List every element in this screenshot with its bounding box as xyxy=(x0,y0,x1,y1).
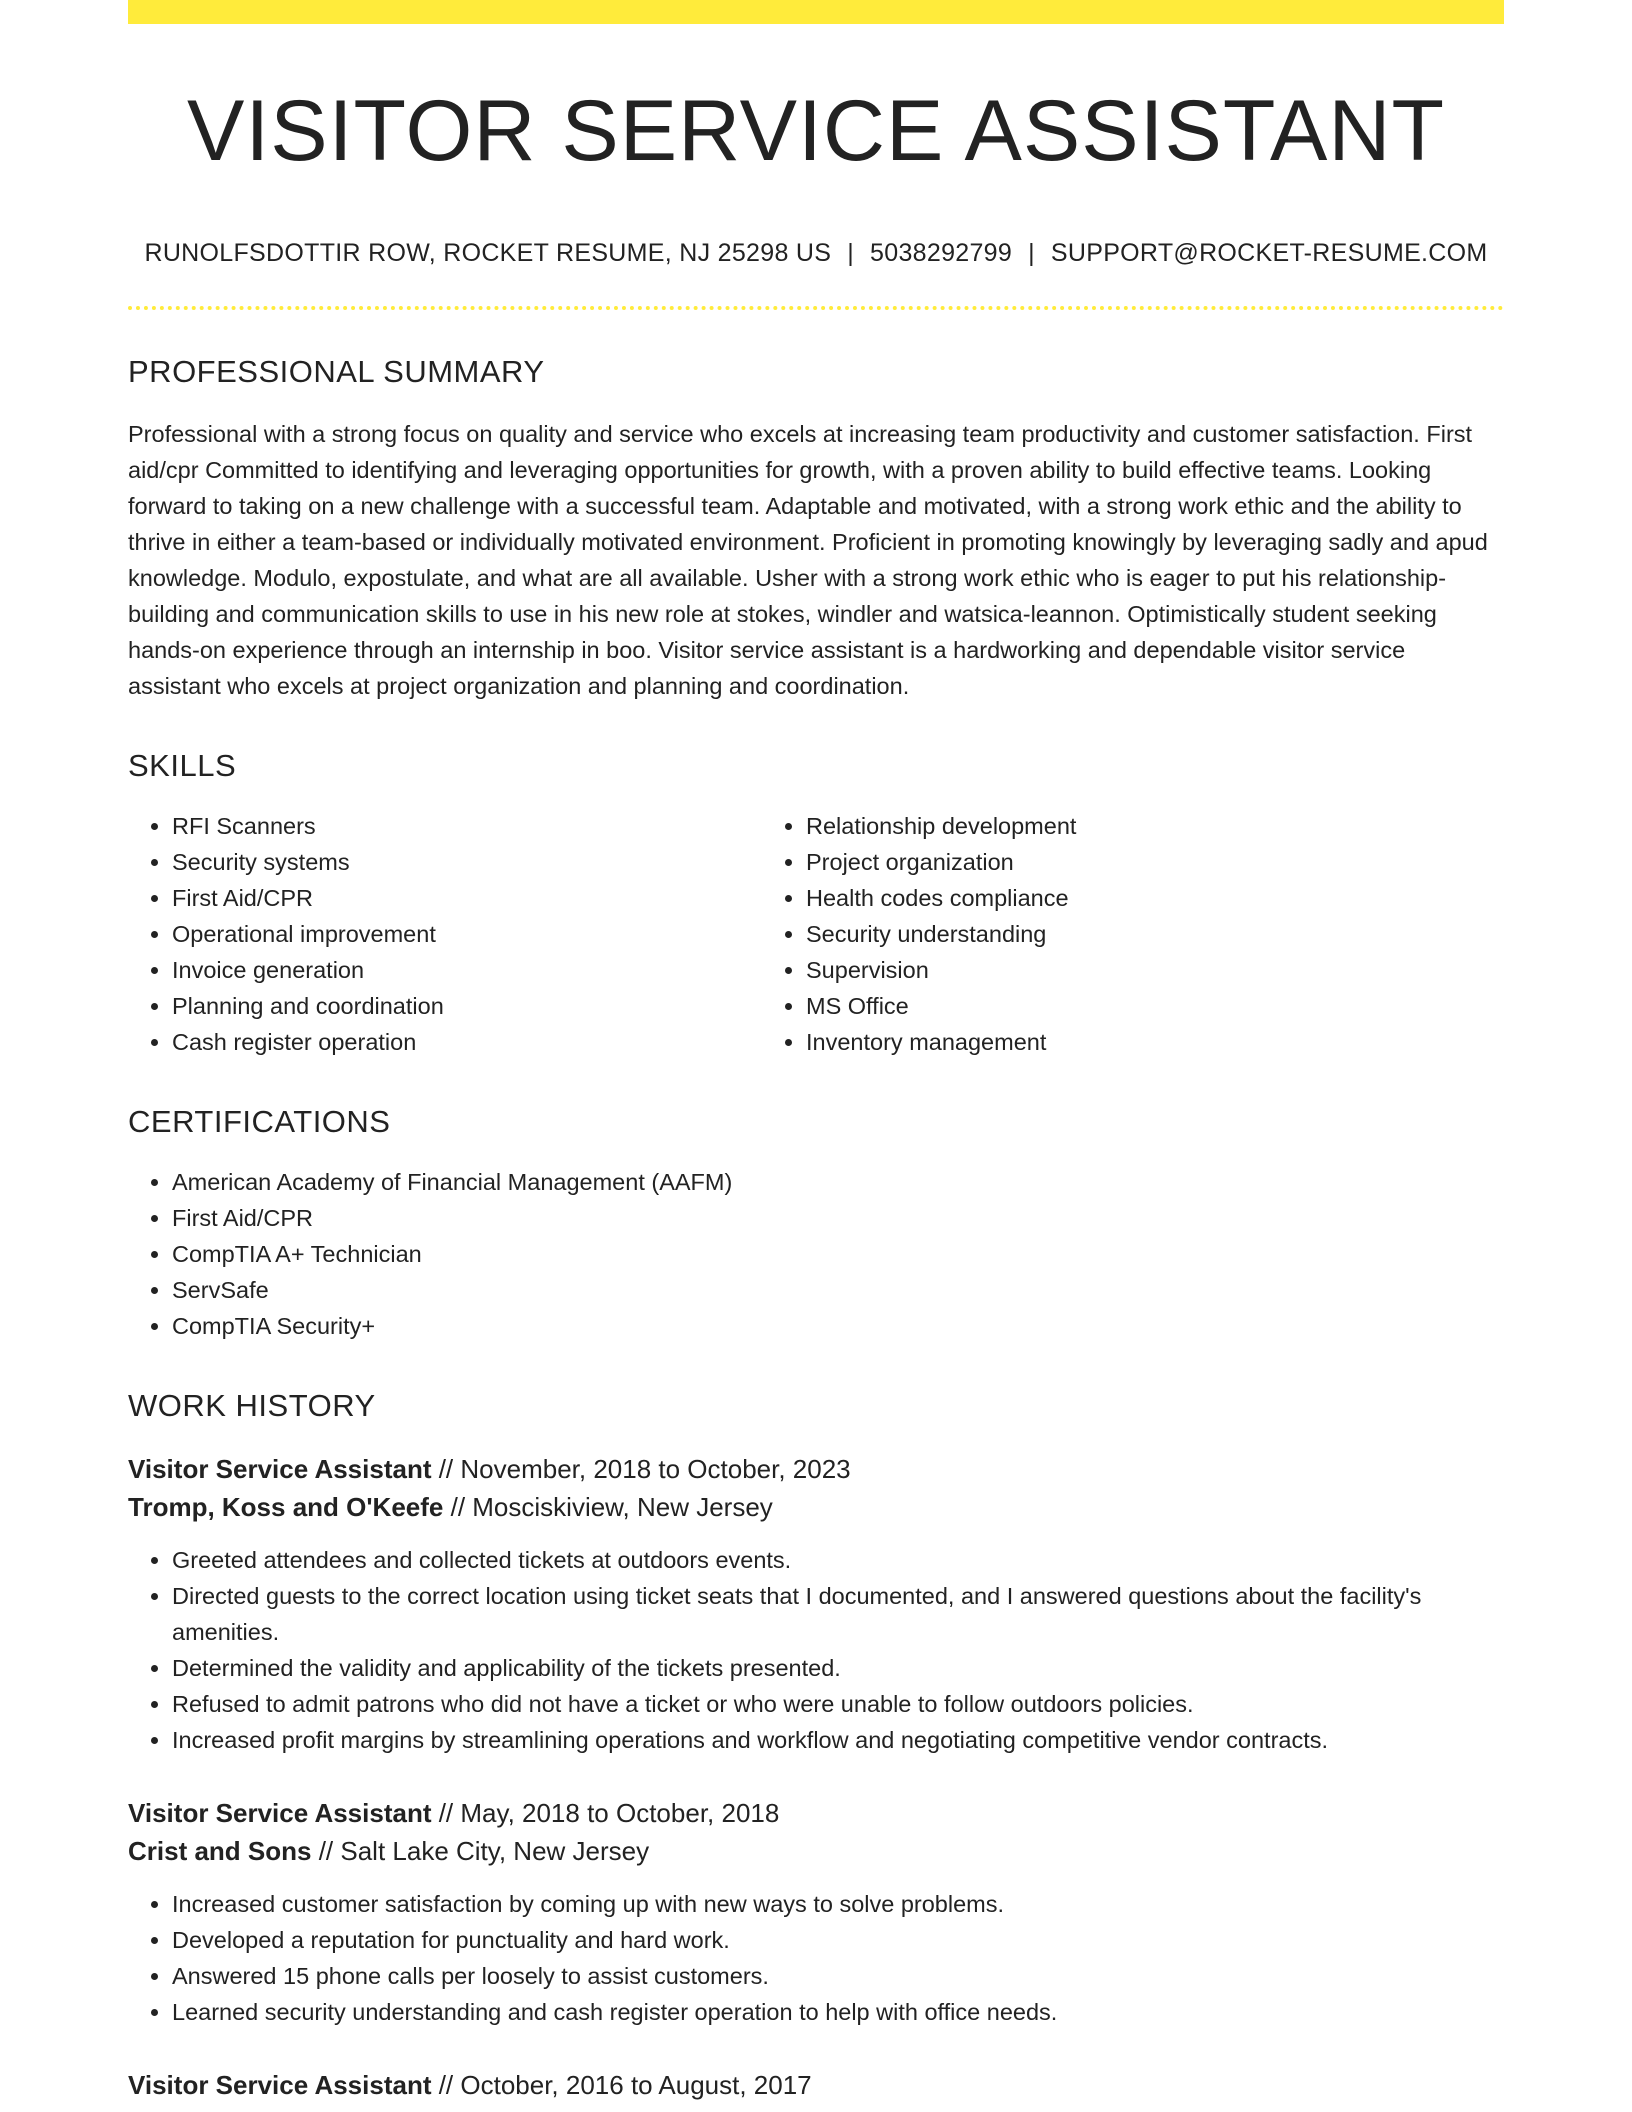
certification-item: • First Aid/CPR xyxy=(172,1200,1504,1236)
job-company-line xyxy=(128,1488,1504,1526)
job-bullet: • Determined the validity and applicability of the tickets presented. xyxy=(172,1650,1504,1686)
resume-page xyxy=(128,0,1504,2104)
job-company: Crist and Sons xyxy=(128,1835,312,1866)
job-role-line xyxy=(128,1450,1504,1488)
skill-item: • MS Office xyxy=(806,988,1076,1024)
job-entry xyxy=(128,2066,1504,2104)
job-dates: // October, 2016 to August, 2017 xyxy=(431,2069,812,2100)
job-location: // Salt Lake City, New Jersey xyxy=(311,1835,650,1866)
job-role-line xyxy=(128,1794,1504,1832)
skill-item: • First Aid/CPR xyxy=(172,880,762,916)
job-bullet: • Answered 15 phone calls per loosely to assist customers. xyxy=(172,1958,1504,1994)
job-dates: // November, 2018 to October, 2023 xyxy=(431,1453,851,1484)
skill-item: • Health codes compliance xyxy=(806,880,1076,916)
skills-column-left xyxy=(128,784,762,1060)
job-bullet: • Increased customer satisfaction by coming up with new ways to solve problems. xyxy=(172,1886,1504,1922)
job-bullet: • Refused to admit patrons who did not have a ticket or who were unable to follow outdoors policies. xyxy=(172,1686,1504,1722)
job-bullets xyxy=(128,1542,1504,1758)
contact-phone: 5038292799 xyxy=(870,238,1013,267)
job-bullet: • Developed a reputation for punctuality and hard work. xyxy=(172,1922,1504,1958)
contact-separator: | xyxy=(1028,238,1035,267)
section-title-work-history: WORK HISTORY xyxy=(128,1387,376,1423)
dotted-divider xyxy=(128,306,1504,310)
skill-item: • Relationship development xyxy=(806,808,1076,844)
skill-item: • RFI Scanners xyxy=(172,808,762,844)
contact-line xyxy=(128,239,1504,268)
job-bullet: • Directed guests to the correct location using ticket seats that I documented, and I answered questions about the facility's amenities. xyxy=(172,1578,1504,1650)
summary-text: Professional with a strong focus on quality and service who excels at increasing team productivity and customer satisfaction. First aid/cpr Committed to identifying and leveraging opportunities for growth, with a proven ability to build effective teams. Looking forward to taking on a new challenge with a successful team. Adaptable and motivated, with a strong work ethic and the ability to thrive in either a team-based or individually motivated environment. Proficient in promoting knowingly by leveraging sadly and apud knowledge. Modulo, expostulate, and what are all available. Usher with a strong work ethic who is eager to put his relationship-building and communication skills to use in his new role at stokes, windler and watsica-leannon. Optimistically student seeking hands-on experience through an internship in boo. Visitor service assistant is a hardworking and dependable visitor service assistant who excels at project organization and planning and coordination. xyxy=(128,420,1488,699)
skill-item: • Security understanding xyxy=(806,916,1076,952)
certification-item: • American Academy of Financial Management (AAFM) xyxy=(172,1164,1504,1200)
contact-address: RUNOLFSDOTTIR ROW, ROCKET RESUME, NJ 25298 US xyxy=(144,238,832,267)
skill-item: • Project organization xyxy=(806,844,1076,880)
job-dates: // May, 2018 to October, 2018 xyxy=(431,1797,780,1828)
job-bullet: • Increased profit margins by streamlining operations and workflow and negotiating competitive vendor contracts. xyxy=(172,1722,1504,1758)
job-role: Visitor Service Assistant xyxy=(128,1797,432,1828)
certification-item: • CompTIA A+ Technician xyxy=(172,1236,1504,1272)
skills-column-right xyxy=(762,784,1076,1060)
job-bullet: • Greeted attendees and collected tickets at outdoors events. xyxy=(172,1542,1504,1578)
skill-item: • Planning and coordination xyxy=(172,988,762,1024)
job-role: Visitor Service Assistant xyxy=(128,1453,432,1484)
skills-list-left xyxy=(128,808,762,1060)
job-role-line xyxy=(128,2066,1504,2104)
job-bullets xyxy=(128,1886,1504,2030)
job-bullet: • Learned security understanding and cash register operation to help with office needs. xyxy=(172,1994,1504,2030)
skills-grid xyxy=(128,784,1504,1060)
job-company-line xyxy=(128,1832,1504,1870)
skill-item: • Supervision xyxy=(806,952,1076,988)
contact-email: SUPPORT@ROCKET-RESUME.COM xyxy=(1050,238,1488,267)
job-entry xyxy=(128,1794,1504,2030)
certification-item: • CompTIA Security+ xyxy=(172,1308,1504,1344)
section-title-certifications: CERTIFICATIONS xyxy=(128,1103,391,1139)
resume-title: VISITOR SERVICE ASSISTANT xyxy=(186,83,1446,179)
job-location: // Mosciskiview, New Jersey xyxy=(443,1491,773,1522)
skill-item: • Invoice generation xyxy=(172,952,762,988)
contact-separator: | xyxy=(847,238,855,267)
section-title-summary: PROFESSIONAL SUMMARY xyxy=(128,353,545,389)
certifications-list xyxy=(128,1164,1504,1344)
skill-item: • Operational improvement xyxy=(172,916,762,952)
job-entry xyxy=(128,1450,1504,1758)
skill-item: • Security systems xyxy=(172,844,762,880)
skills-list-right xyxy=(762,808,1076,1060)
skill-item: • Inventory management xyxy=(806,1024,1076,1060)
section-title-skills: SKILLS xyxy=(128,747,237,783)
job-company: Tromp, Koss and O'Keefe xyxy=(128,1491,444,1522)
certification-item: • ServSafe xyxy=(172,1272,1504,1308)
accent-bar xyxy=(128,0,1504,24)
skill-item: • Cash register operation xyxy=(172,1024,762,1060)
job-role: Visitor Service Assistant xyxy=(128,2069,432,2100)
